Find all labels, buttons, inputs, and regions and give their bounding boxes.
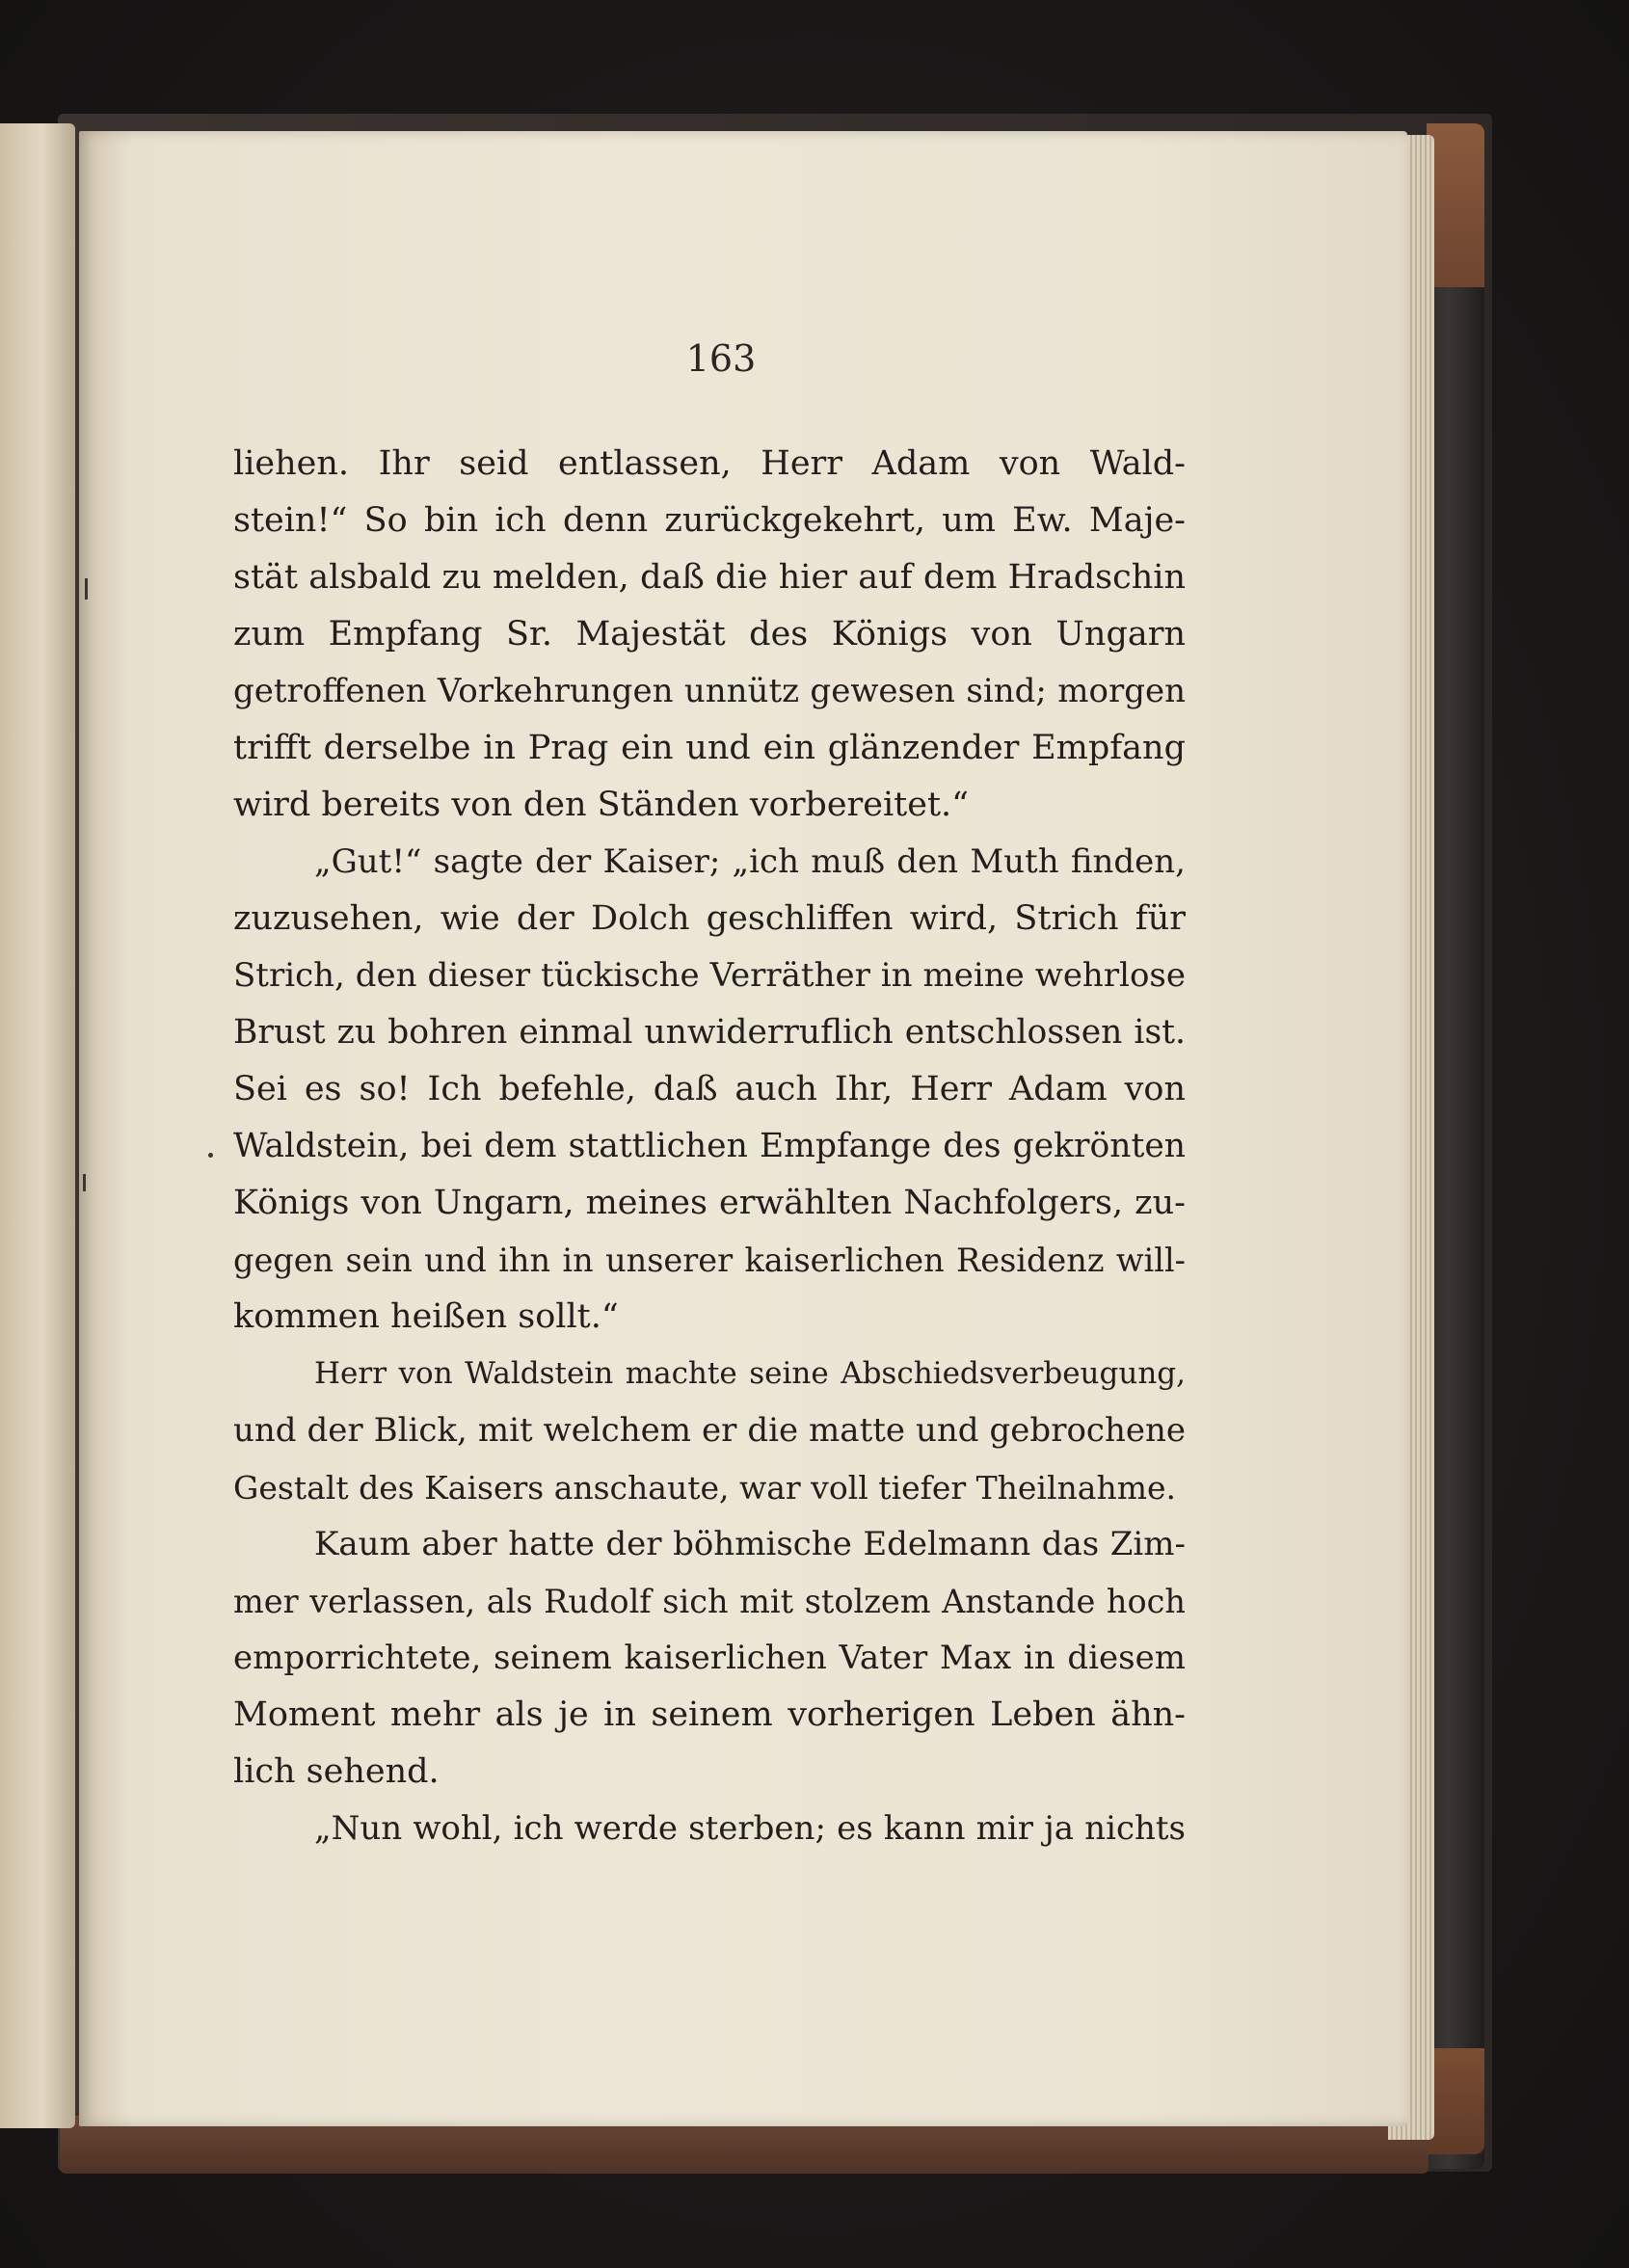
- text-line: Gestalt des Kaisers anschaute, war voll tiefer Theilnahme.: [233, 1469, 1177, 1507]
- text-line: gegen sein und ihn in unserer kaiserlichen Residenz will-: [233, 1241, 1186, 1279]
- text-line: „Nun wohl, ich werde sterben; es kann mir ja nichts: [314, 1809, 1186, 1848]
- text-line: Sei es so! Ich befehle, daß auch Ihr, Herr Adam von: [233, 1070, 1186, 1108]
- text-line: trifft derselbe in Prag ein und ein glänzender Empfang: [233, 729, 1186, 767]
- text-line: Waldstein, bei dem stattlichen Empfange des gekrönten: [233, 1127, 1186, 1165]
- text-line: Strich, den dieser tückische Verräther in meine wehrlose: [233, 956, 1186, 995]
- margin-mark: [208, 1153, 213, 1158]
- text-line: mer verlassen, als Rudolf sich mit stolzem Anstande hoch: [233, 1583, 1186, 1620]
- text-line: und der Blick, mit welchem er die matte und gebrochene: [233, 1411, 1186, 1450]
- text-line: liehen. Ihr seid entlassen, Herr Adam von Wald-: [233, 444, 1186, 483]
- text-line: lich sehend.: [233, 1752, 440, 1791]
- text-line: Kaum aber hatte der böhmische Edelmann das Zim-: [314, 1525, 1186, 1563]
- margin-mark: [83, 1174, 86, 1191]
- margin-mark: [85, 578, 88, 600]
- text-line: Brust zu bohren einmal unwiderruflich entschlossen ist.: [233, 1013, 1186, 1052]
- left-page-edge: [0, 123, 75, 2128]
- text-line: zuzusehen, wie der Dolch geschliffen wird, Strich für: [233, 899, 1186, 938]
- text-line: Moment mehr als je in seinem vorherigen Leben ähn-: [233, 1695, 1186, 1734]
- text-line: Königs von Ungarn, meines erwählten Nachfolgers, zu-: [233, 1184, 1186, 1222]
- text-line: Herr von Waldstein machte seine Abschiedsverbeugung,: [314, 1356, 1186, 1391]
- text-line: getroffenen Vorkehrungen unnütz gewesen sind; morgen: [233, 672, 1186, 710]
- page-text: [233, 436, 1186, 1857]
- text-line: kommen heißen sollt.“: [233, 1297, 619, 1336]
- text-line: stein!“ So bin ich denn zurückgekehrt, um Ew. Maje-: [233, 501, 1186, 540]
- text-line: zum Empfang Sr. Majestät des Königs von Ungarn: [233, 615, 1186, 654]
- text-line: emporrichtete, seinem kaiserlichen Vater Max in diesem: [233, 1639, 1186, 1677]
- leather-corner-top: [1427, 123, 1484, 287]
- text-line: „Gut!“ sagte der Kaiser; „ich muß den Muth finden,: [314, 842, 1186, 881]
- leather-corner-bottom: [1427, 2048, 1484, 2154]
- text-line: wird bereits von den Ständen vorbereitet.“: [233, 786, 970, 824]
- page-number: 163: [685, 337, 757, 380]
- text-line: stät alsbald zu melden, daß die hier auf dem Hradschin: [233, 558, 1186, 597]
